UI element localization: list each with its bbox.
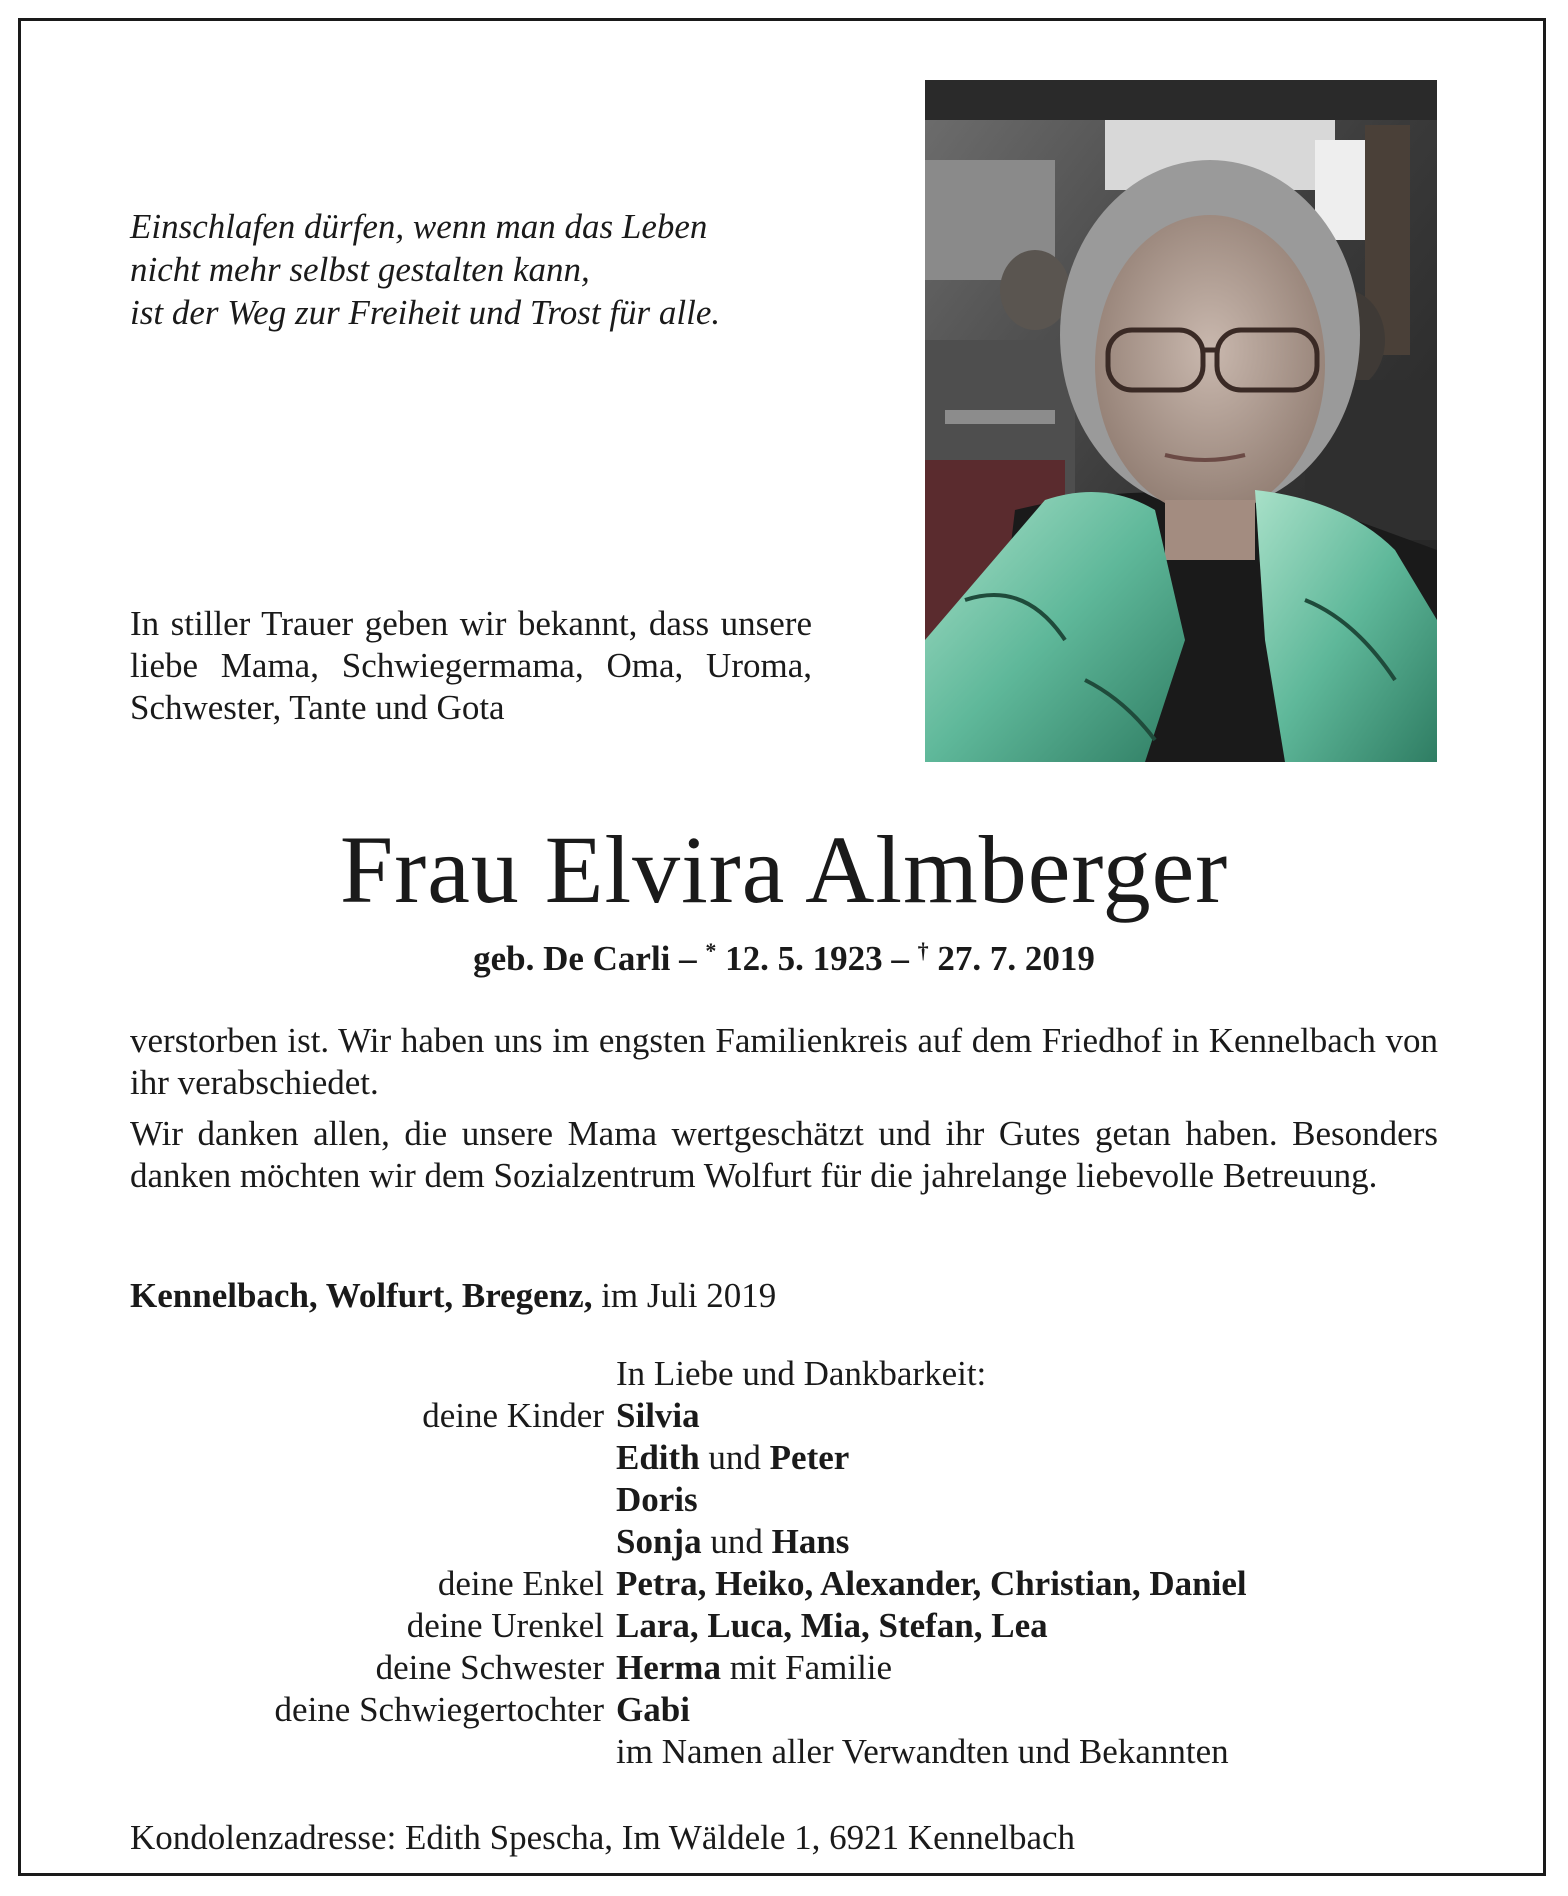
family-suffix: mit Familie [720, 1648, 893, 1687]
thanks-paragraph: Wir danken allen, die unsere Mama wertgeschätzt und ihr Gutes getan haben. Besonders danken möchten wir dem Sozialzentrum Wolfurt für die jahrelange liebevolle Betreuung. [130, 1114, 1438, 1195]
poem [130, 205, 850, 334]
family-name: Silvia [616, 1396, 700, 1435]
portrait-photo [925, 80, 1437, 762]
family-row [130, 1437, 1438, 1479]
family-row [130, 1479, 1438, 1521]
family-name: Lara, Luca, Mia, Stefan, Lea [616, 1606, 1048, 1645]
family-name: Edith [616, 1438, 700, 1477]
family-name: Petra, Heiko, Alexander, Christian, Daniel [616, 1564, 1247, 1603]
family-row [130, 1563, 1438, 1605]
conjunction: und [701, 1522, 772, 1561]
poem-line: Einschlafen dürfen, wenn man das Leben [130, 207, 708, 246]
family-row [130, 1647, 1438, 1689]
death-symbol: † [917, 938, 929, 963]
family-name: Sonja [616, 1522, 702, 1561]
deceased-name: Frau Elvira Almberger [339, 816, 1229, 923]
family-name: Hans [771, 1522, 850, 1561]
death-date: 27. 7. 2019 [928, 939, 1095, 978]
family-heading: In Liebe und Dankbarkeit: [616, 1354, 987, 1393]
life-dates [0, 937, 1568, 981]
relation-label: deine Urenkel [406, 1606, 604, 1645]
relation-label: deine Enkel [437, 1564, 604, 1603]
birth-date: 12. 5. 1923 [716, 939, 883, 978]
family-closing: im Namen aller Verwandten und Bekannten [616, 1732, 1229, 1771]
poem-line: nicht mehr selbst gestalten kann, [130, 250, 590, 289]
conjunction: und [699, 1438, 770, 1477]
family-row [130, 1689, 1438, 1731]
family-name: Doris [616, 1480, 698, 1519]
relation-label: deine Schwester [375, 1648, 604, 1687]
family-list [130, 1353, 1438, 1773]
relation-label: deine Kinder [422, 1396, 604, 1435]
farewell-paragraph: verstorben ist. Wir haben uns im engsten Familienkreis auf dem Friedhof in Kennelbach von ihr verabschiedet. [130, 1021, 1438, 1102]
family-closing-row [130, 1731, 1438, 1773]
maiden-name: geb. De Carli [473, 939, 671, 978]
family-heading-row [130, 1353, 1438, 1395]
family-row [130, 1605, 1438, 1647]
family-name: Gabi [616, 1690, 690, 1729]
family-name: Herma [616, 1648, 721, 1687]
condolence-address: Kondolenzadresse: Edith Spescha, Im Wäldele 1, 6921 Kennelbach [130, 1818, 1076, 1857]
poem-line: ist der Weg zur Freiheit und Trost für alle. [130, 293, 721, 332]
intro-text: In stiller Trauer geben wir bekannt, dass unsere liebe Mama, Schwiegermama, Oma, Uroma, Schwester, Tante und Gota [130, 604, 812, 727]
separator: – [882, 939, 918, 978]
birth-symbol: * [705, 938, 717, 963]
towns: Kennelbach, Wolfurt, Bregenz, [130, 1276, 593, 1315]
family-row [130, 1395, 1438, 1437]
relation-label: deine Schwiegertochter [274, 1690, 604, 1729]
family-name: Peter [769, 1438, 850, 1477]
separator: – [670, 939, 706, 978]
month-year: im Juli 2019 [592, 1276, 777, 1315]
place-date-line [130, 1275, 776, 1317]
family-row [130, 1521, 1438, 1563]
